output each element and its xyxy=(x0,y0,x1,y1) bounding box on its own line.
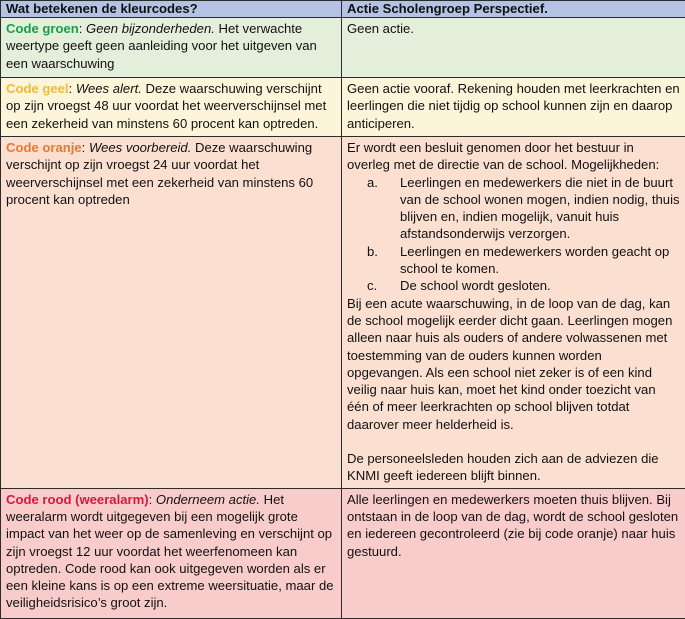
table-row xyxy=(1,78,685,137)
paragraph: Geen actie. xyxy=(347,20,680,37)
possibilities-list xyxy=(347,174,680,295)
table-row xyxy=(1,488,685,618)
header-label-action: Actie Scholengroep Perspectief. xyxy=(347,1,548,16)
list-item-text: De school wordt gesloten. xyxy=(400,278,551,293)
list-item xyxy=(347,174,680,243)
code-emphasis-orange: Wees voorbereid. xyxy=(89,140,191,155)
table-header-row xyxy=(1,1,685,18)
header-label-meaning: Wat betekenen de kleurcodes? xyxy=(6,1,198,16)
colon-separator: : xyxy=(79,21,86,36)
code-emphasis-red: Onderneem actie. xyxy=(156,492,260,507)
cell-code-yellow-description xyxy=(1,78,342,137)
paragraph xyxy=(6,80,336,132)
cell-action-orange xyxy=(342,137,685,489)
cell-code-orange-description xyxy=(1,137,342,489)
cell-action-yellow xyxy=(342,78,685,137)
paragraph: De personeelsleden houden zich aan de adviezen die KNMI geeft iedereen blijft binnen. xyxy=(347,450,680,485)
list-item-text: Leerlingen en medewerkers die niet in de buurt van de school wonen mogen, indien nodig, thuis blijven en, indien mogelijk, vanuit huis afstandsonderwijs verzorgen. xyxy=(400,175,680,242)
code-description-orange: Deze waarschuwing verschijnt op zijn vroegst 24 uur voordat het weerverschijnsel met een zekerheid van minstens 60 procent kan optreden xyxy=(6,140,313,207)
cell-action-red xyxy=(342,488,685,618)
paragraph xyxy=(6,491,336,612)
code-label-green: Code groen xyxy=(6,21,79,36)
list-item xyxy=(347,243,680,278)
code-description-red: Het weeralarm wordt uitgegeven bij een mogelijk grote impact van het weer op de samenleving en verschijnt op zijn vroegst 12 uur voordat het weerfenomeen kan optreden. Code rood kan ook uitgegeven worden als er een kleine kans is op een extreme weersituatie, maar de veiligheidsrisico’s groot zijn. xyxy=(6,492,334,611)
cell-code-green-description xyxy=(1,18,342,78)
paragraph xyxy=(6,20,336,72)
header-cell-meaning xyxy=(1,1,342,18)
code-label-orange: Code oranje xyxy=(6,140,82,155)
code-emphasis-yellow: Wees alert. xyxy=(76,81,142,96)
colon-separator: : xyxy=(69,81,76,96)
list-marker: b. xyxy=(367,243,393,260)
paragraph xyxy=(6,139,336,208)
list-marker: c. xyxy=(367,277,393,294)
table-row xyxy=(1,137,685,489)
code-label-yellow: Code geel xyxy=(6,81,69,96)
code-label-red: Code rood (weeralarm) xyxy=(6,492,149,507)
code-description-green: Het verwachte weertype geeft geen aanleiding voor het uitgeven van een waarschuwing xyxy=(6,21,317,71)
list-item-text: Leerlingen en medewerkers worden geacht op school te komen. xyxy=(400,244,669,276)
list-marker: a. xyxy=(367,174,393,191)
paragraph: Geen actie vooraf. Rekening houden met leerkrachten en leerlingen die niet tijdig op school kunnen zijn en daarop anticiperen. xyxy=(347,80,680,132)
list-item xyxy=(347,277,680,294)
code-description-yellow: Deze waarschuwing verschijnt op zijn vroegst 48 uur voordat het weerverschijnsel met een zekerheid van minstens 60 procent kan optreden. xyxy=(6,81,326,131)
paragraph: Alle leerlingen en medewerkers moeten thuis blijven. Bij ontstaan in de loop van de dag, wordt de school gesloten en iedereen gecontroleerd (zie bij code oranje) naar huis gestuurd. xyxy=(347,491,680,560)
colon-separator: : xyxy=(82,140,89,155)
cell-code-red-description xyxy=(1,488,342,618)
table-row xyxy=(1,18,685,78)
header-cell-action xyxy=(342,1,685,18)
colon-separator: : xyxy=(149,492,156,507)
cell-action-green xyxy=(342,18,685,78)
code-emphasis-green: Geen bijzonderheden. xyxy=(86,21,215,36)
paragraph: Bij een acute waarschuwing, in de loop van de dag, kan de school mogelijk eerder dicht gaan. Leerlingen mogen alleen naar huis als ouders of andere volwassenen met toestemming van de ouders kunnen worden opgevangen. Als een school niet zeker is of een kind veilig naar huis kan, moet het kind onder toezicht van één of meer leerkrachten op school blijven totdat daarover meer helderheid is. xyxy=(347,295,680,433)
paragraph: Er wordt een besluit genomen door het bestuur in overleg met de directie van de school. Mogelijkheden: xyxy=(347,139,680,174)
